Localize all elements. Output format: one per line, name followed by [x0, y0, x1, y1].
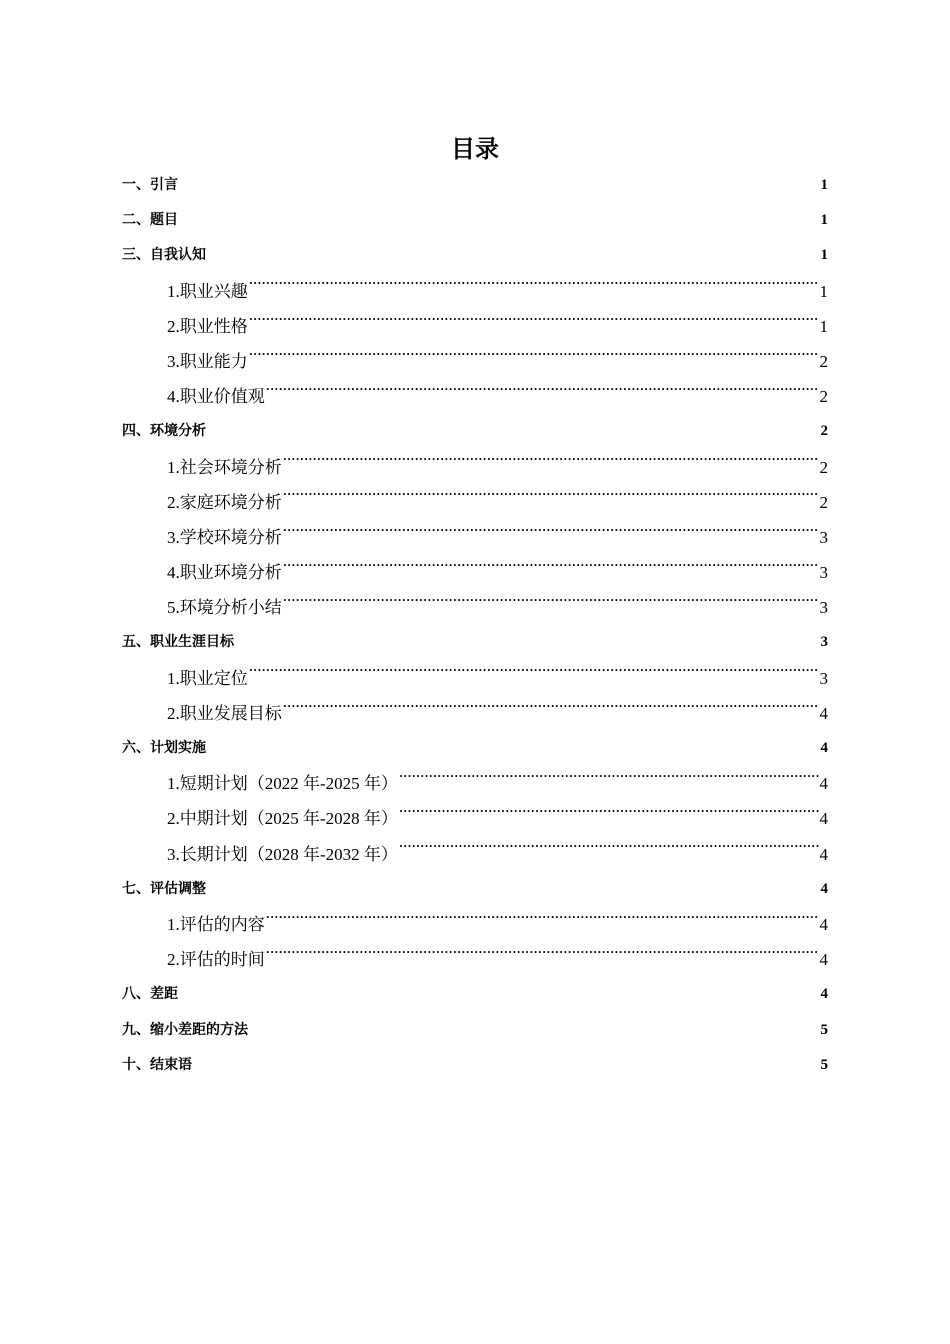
toc-entry-subsection[interactable]	[122, 379, 828, 414]
dot-leader	[399, 772, 819, 789]
toc-entry-page-number: 4	[820, 986, 828, 1003]
toc-entry-label: 五、职业生涯目标	[122, 634, 234, 651]
toc-entry-label: 3.长期计划（2028 年-2032 年）	[167, 844, 398, 864]
toc-entry-subsection[interactable]	[122, 942, 828, 977]
toc-entry-label: 3.职业能力	[167, 351, 248, 371]
dot-leader	[283, 456, 819, 473]
toc-entry-page-number: 4	[819, 950, 828, 970]
dot-leader	[179, 175, 820, 189]
toc-entry-page-number: 4	[819, 844, 828, 864]
toc-entry-label: 九、缩小差距的方法	[122, 1021, 248, 1038]
toc-entry-label: 2.中期计划（2025 年-2028 年）	[167, 809, 398, 829]
toc-entry-page-number: 4	[819, 809, 828, 829]
toc-entry-subsection[interactable]	[122, 485, 828, 520]
dot-leader	[399, 843, 819, 860]
toc-entry-label: 1.职业兴趣	[167, 281, 248, 301]
toc-entry-section[interactable]	[122, 872, 828, 907]
toc-entry-label: 1.评估的内容	[167, 914, 265, 934]
dot-leader	[179, 984, 820, 998]
toc-entry-page-number: 3	[819, 563, 828, 583]
dot-leader	[207, 245, 820, 259]
toc-entry-subsection[interactable]	[122, 766, 828, 801]
toc-entry-page-number: 2	[819, 387, 828, 407]
dot-leader	[283, 561, 819, 578]
dot-leader	[207, 421, 820, 435]
toc-entry-label: 2.评估的时间	[167, 950, 265, 970]
dot-leader	[266, 948, 819, 965]
toc-entry-label: 3.学校环境分析	[167, 527, 282, 547]
dot-leader	[249, 315, 819, 332]
toc-entry-subsection[interactable]	[122, 555, 828, 590]
toc-entry-subsection[interactable]	[122, 837, 828, 872]
dot-leader	[249, 350, 819, 367]
toc-entry-label: 2.家庭环境分析	[167, 492, 282, 512]
dot-leader	[283, 702, 819, 719]
toc-entry-section[interactable]	[122, 168, 828, 203]
dot-leader	[283, 596, 819, 613]
toc-entry-section[interactable]	[122, 1013, 828, 1048]
toc-entry-section[interactable]	[122, 1048, 828, 1083]
toc-entry-label: 七、评估调整	[122, 880, 206, 897]
toc-entry-page-number: 4	[820, 740, 828, 756]
toc-entry-page-number: 3	[819, 527, 828, 547]
dot-leader	[249, 1020, 820, 1034]
toc-entry-label: 2.职业发展目标	[167, 703, 282, 723]
dot-leader	[235, 632, 820, 646]
dot-leader	[193, 1055, 820, 1069]
dot-leader	[207, 879, 820, 893]
toc-entry-label: 六、计划实施	[122, 740, 206, 756]
toc-entry-page-number: 4	[819, 703, 828, 723]
toc-entry-subsection[interactable]	[122, 661, 828, 696]
toc-entry-page-number: 1	[819, 316, 828, 336]
toc-entry-label: 一、引言	[122, 177, 178, 193]
toc-entry-page-number: 4	[819, 774, 828, 794]
toc-entry-page-number: 2	[819, 457, 828, 477]
toc-entry-page-number: 3	[819, 598, 828, 618]
toc-title: 目录	[451, 135, 499, 163]
toc-entry-subsection[interactable]	[122, 696, 828, 731]
toc-entry-label: 八、差距	[122, 986, 178, 1003]
toc-entry-label: 2.职业性格	[167, 316, 248, 336]
toc-entry-page-number: 2	[820, 423, 828, 440]
toc-entry-label: 十、结束语	[122, 1056, 192, 1073]
toc-entry-subsection[interactable]	[122, 907, 828, 942]
toc-entry-page-number: 3	[820, 634, 828, 651]
dot-leader	[207, 738, 820, 752]
toc-entry-subsection[interactable]	[122, 274, 828, 309]
dot-leader	[283, 526, 819, 543]
toc-entry-label: 1.职业定位	[167, 668, 248, 688]
toc-entry-subsection[interactable]	[122, 590, 828, 625]
toc-entry-section[interactable]	[122, 977, 828, 1012]
toc-entry-section[interactable]	[122, 731, 828, 766]
toc-entry-page-number: 2	[819, 351, 828, 371]
toc-entry-label: 4.职业价值观	[167, 387, 265, 407]
toc-entry-section[interactable]	[122, 238, 828, 273]
toc-entry-section[interactable]	[122, 625, 828, 660]
dot-leader	[399, 807, 819, 824]
toc-entry-label: 5.环境分析小结	[167, 598, 282, 618]
dot-leader	[266, 913, 819, 930]
dot-leader	[283, 491, 819, 508]
dot-leader	[249, 280, 819, 297]
toc-entry-page-number: 5	[820, 1056, 828, 1073]
toc-entry-page-number: 5	[820, 1021, 828, 1038]
dot-leader	[266, 385, 819, 402]
toc-entry-label: 四、环境分析	[122, 423, 206, 440]
toc-entry-subsection[interactable]	[122, 520, 828, 555]
dot-leader	[249, 667, 819, 684]
toc-entry-section[interactable]	[122, 203, 828, 238]
toc-entry-label: 三、自我认知	[122, 247, 206, 264]
toc-entry-section[interactable]	[122, 414, 828, 449]
toc-entry-page-number: 2	[819, 492, 828, 512]
toc-entry-page-number: 1	[820, 212, 828, 229]
toc-entry-subsection[interactable]	[122, 801, 828, 836]
table-of-contents	[122, 168, 828, 1083]
toc-entry-label: 4.职业环境分析	[167, 563, 282, 583]
toc-entry-label: 二、题目	[122, 212, 178, 229]
toc-entry-subsection[interactable]	[122, 344, 828, 379]
toc-entry-label: 1.短期计划（2022 年-2025 年）	[167, 774, 398, 794]
dot-leader	[179, 210, 820, 224]
toc-entry-subsection[interactable]	[122, 309, 828, 344]
toc-entry-page-number: 4	[819, 914, 828, 934]
toc-entry-page-number: 4	[820, 880, 828, 897]
toc-entry-page-number: 3	[819, 668, 828, 688]
toc-entry-page-number: 1	[820, 247, 828, 264]
toc-entry-page-number: 1	[819, 281, 828, 301]
toc-entry-label: 1.社会环境分析	[167, 457, 282, 477]
toc-entry-subsection[interactable]	[122, 450, 828, 485]
toc-entry-page-number: 1	[820, 177, 828, 193]
